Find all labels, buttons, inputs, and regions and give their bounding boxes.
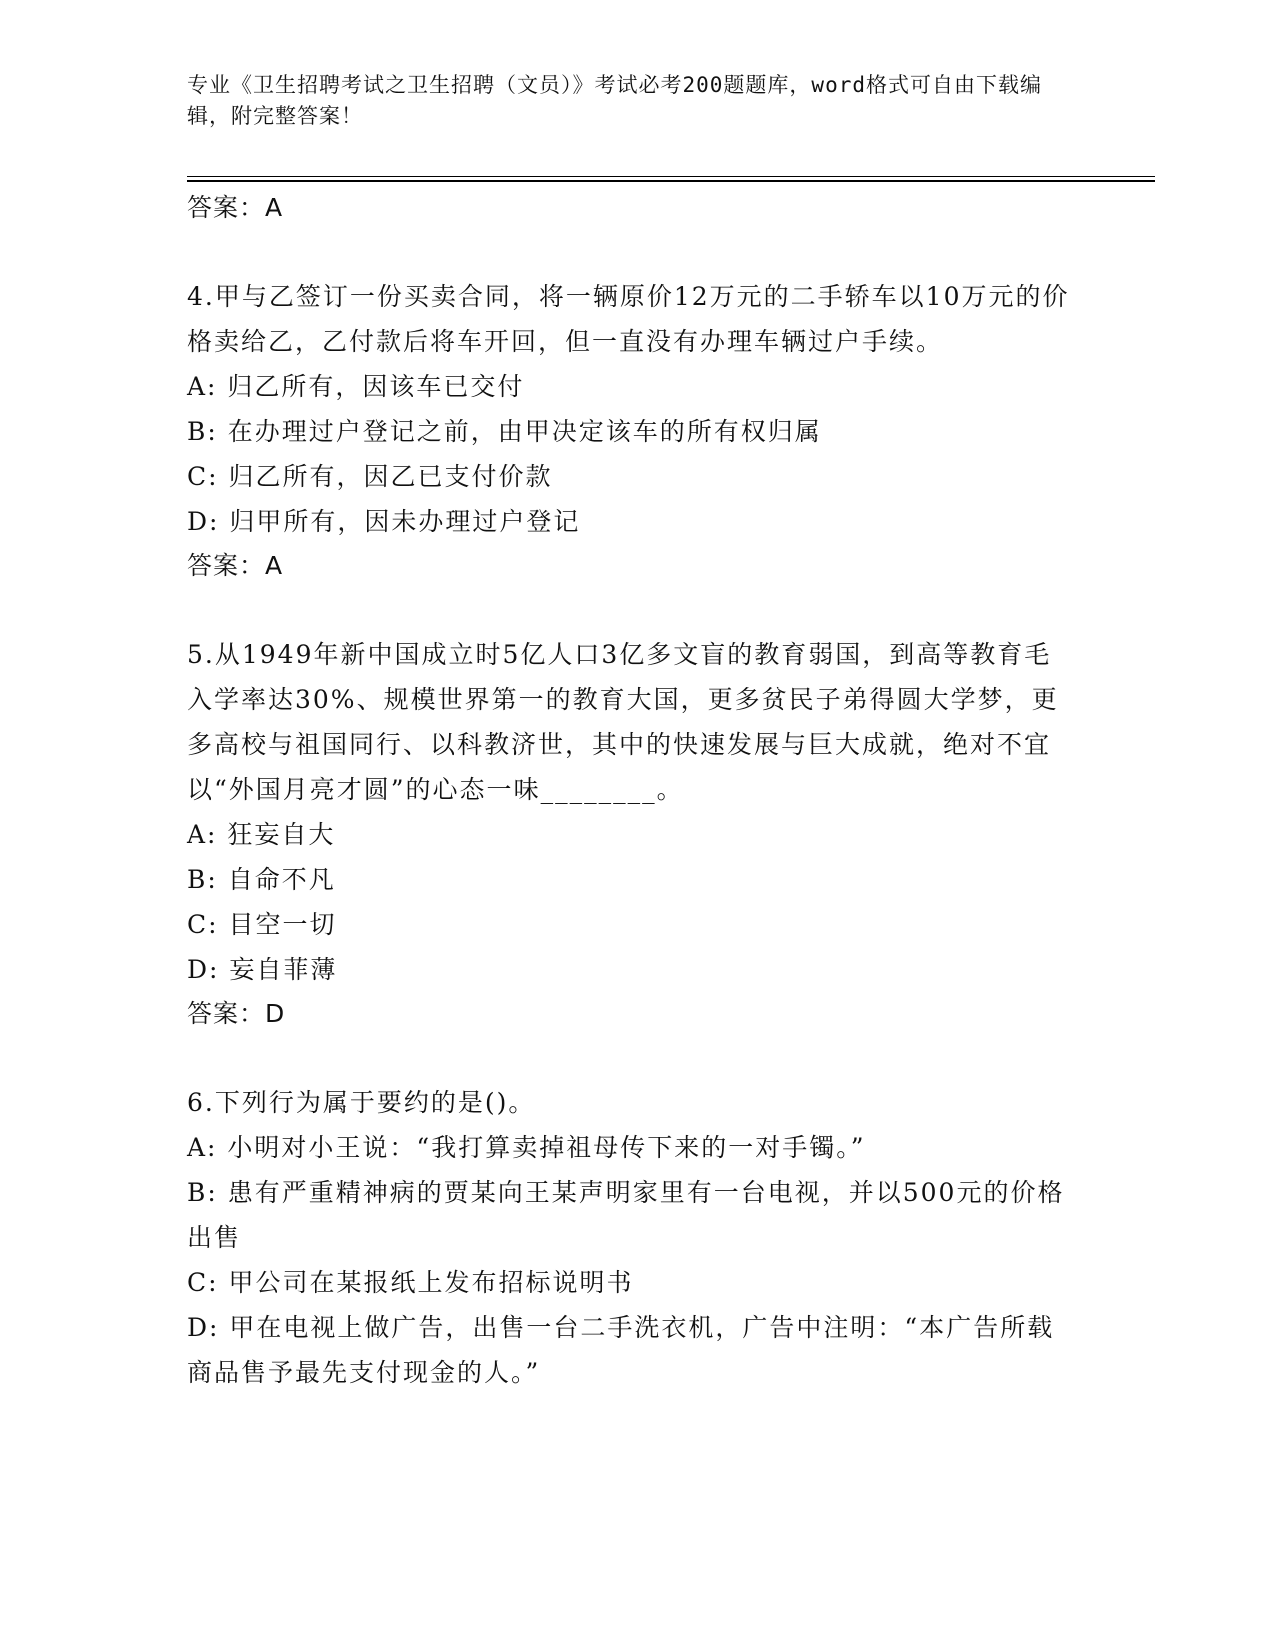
question-6 (187, 1080, 1077, 1395)
header-divider-thick (187, 180, 1155, 182)
document-header (187, 70, 1067, 132)
question-stem: 4.甲与乙签订一份买卖合同，将一辆原价12万元的二手轿车以10万元的价格卖给乙，乙付款后将车开回，但一直没有办理车辆过户手续。 (187, 282, 1070, 356)
option-a: A: 小明对小王说：“我打算卖掉祖母传下来的一对手镯。” (187, 1133, 866, 1162)
previous-answer: 答案：A (187, 193, 284, 222)
header-divider-thin (187, 176, 1155, 177)
option-c: C: 归乙所有，因乙已支付价款 (187, 462, 553, 491)
option-d: D: 归甲所有，因未办理过户登记 (187, 507, 581, 536)
option-c: C: 甲公司在某报纸上发布招标说明书 (187, 1268, 634, 1297)
answer-line: 答案：A (187, 551, 284, 580)
option-a: A: 归乙所有，因该车已交付 (187, 372, 525, 401)
option-b: B: 自命不凡 (187, 865, 336, 894)
option-c: C: 目空一切 (187, 910, 337, 939)
question-5 (187, 632, 1077, 1036)
option-b: B: 在办理过户登记之前，由甲决定该车的所有权归属 (187, 417, 822, 446)
question-stem: 5.从1949年新中国成立时5亿人口3亿多文盲的教育弱国，到高等教育毛入学率达30%、规模世界第一的教育大国，更多贫民子弟得圆大学梦，更多高校与祖国同行、以科教济世，其中的快速发展与巨大成就，绝对不宜以“外国月亮才圆”的心态一味________。 (187, 640, 1059, 804)
header-text: 专业《卫生招聘考试之卫生招聘（文员）》考试必考200题题库，word格式可自由下载编辑，附完整答案！ (187, 73, 1042, 128)
option-a: A: 狂妄自大 (187, 820, 336, 849)
question-content (187, 186, 1077, 1395)
option-d: D: 甲在电视上做广告，出售一台二手洗衣机，广告中注明：“本广告所载商品售予最先支付现金的人。” (187, 1313, 1055, 1387)
answer-line: 答案：D (187, 999, 286, 1028)
question-4 (187, 274, 1077, 588)
option-d: D: 妄自菲薄 (187, 955, 338, 984)
option-b: B: 患有严重精神病的贾某向王某声明家里有一台电视，并以500元的价格出售 (187, 1178, 1065, 1252)
question-stem: 6.下列行为属于要约的是()。 (187, 1088, 536, 1117)
